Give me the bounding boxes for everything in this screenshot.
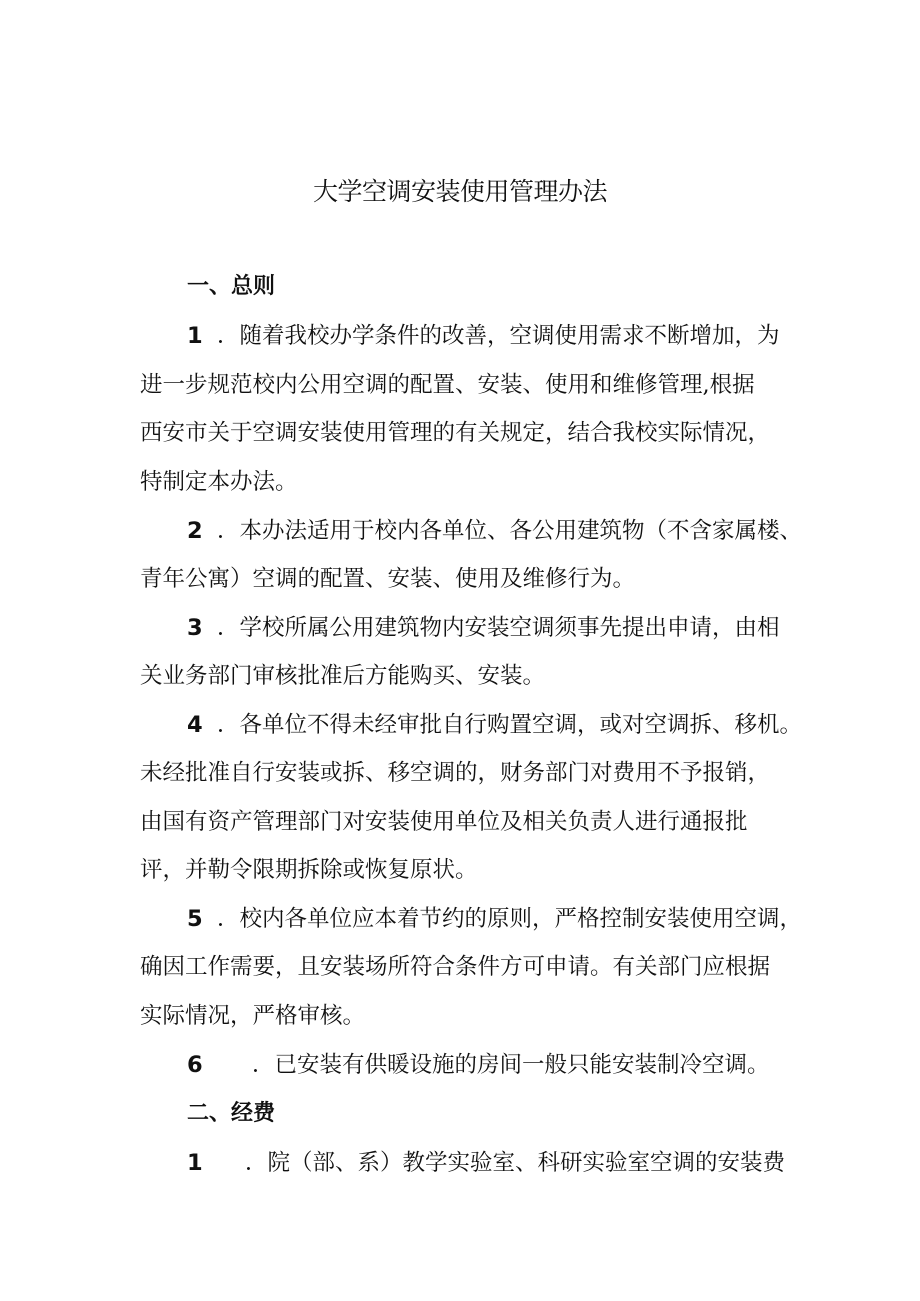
paragraph-text: ．学校所属公用建筑物内安装空调须事先提出申请，由相 (217, 615, 780, 641)
paragraph-text: ．各单位不得未经审批自行购置空调，或对空调拆、移机。 (217, 712, 803, 738)
paragraph-line (187, 1050, 770, 1080)
paragraph-line: 青年公寓）空调的配置、安装、使用及维修行为。 (140, 566, 636, 592)
paragraph-line (187, 613, 780, 643)
document-title: 大学空调安装使用管理办法 (312, 177, 607, 206)
paragraph-line: 进一步规范校内公用空调的配置、安装、使用和维修管理,根据 (140, 372, 755, 398)
paragraph-line: 关业务部门审核批准后方能购买、安装。 (140, 663, 546, 689)
item-number: 4 (187, 712, 203, 738)
paragraph-line (187, 516, 802, 546)
paragraph-text: ．校内各单位应本着节约的原则，严格控制安装使用空调， (217, 906, 803, 932)
paragraph-line: 评，并勒令限期拆除或恢复原状。 (140, 857, 478, 883)
item-number: 1 (187, 1150, 203, 1176)
paragraph-line: 西安市关于空调安装使用管理的有关规定，结合我校实际情况， (140, 420, 771, 446)
paragraph-line: 由国有资产管理部门对安装使用单位及相关负责人进行通报批 (140, 809, 748, 835)
paragraph-line (187, 321, 780, 351)
paragraph-line: 实际情况，严格审核。 (140, 1003, 366, 1029)
paragraph-line (187, 904, 802, 934)
section-heading-funding: 二、经费 (187, 1101, 276, 1126)
paragraph-line: 确因工作需要，且安装场所符合条件方可申请。有关部门应根据 (140, 954, 771, 980)
item-number: 2 (187, 518, 203, 544)
paragraph-text: ．已安装有供暖设施的房间一般只能安装制冷空调。 (252, 1052, 770, 1078)
item-number: 1 (187, 323, 203, 349)
item-number: 3 (187, 615, 203, 641)
paragraph-line: 未经批准自行安装或拆、移空调的，财务部门对费用不予报销， (140, 760, 771, 786)
paragraph-text: ．随着我校办学条件的改善，空调使用需求不断增加，为 (217, 323, 780, 349)
item-number: 5 (187, 906, 203, 932)
paragraph-text: ．院（部、系）教学实验室、科研实验室空调的安装费 (245, 1150, 786, 1176)
paragraph-line: 特制定本办法。 (140, 469, 298, 495)
paragraph-line (187, 710, 802, 740)
paragraph-text: ．本办法适用于校内各单位、各公用建筑物（不含家属楼、 (217, 518, 803, 544)
paragraph-line (187, 1148, 785, 1178)
section-heading-general: 一、总则 (187, 274, 276, 299)
item-number: 6 (187, 1052, 203, 1078)
